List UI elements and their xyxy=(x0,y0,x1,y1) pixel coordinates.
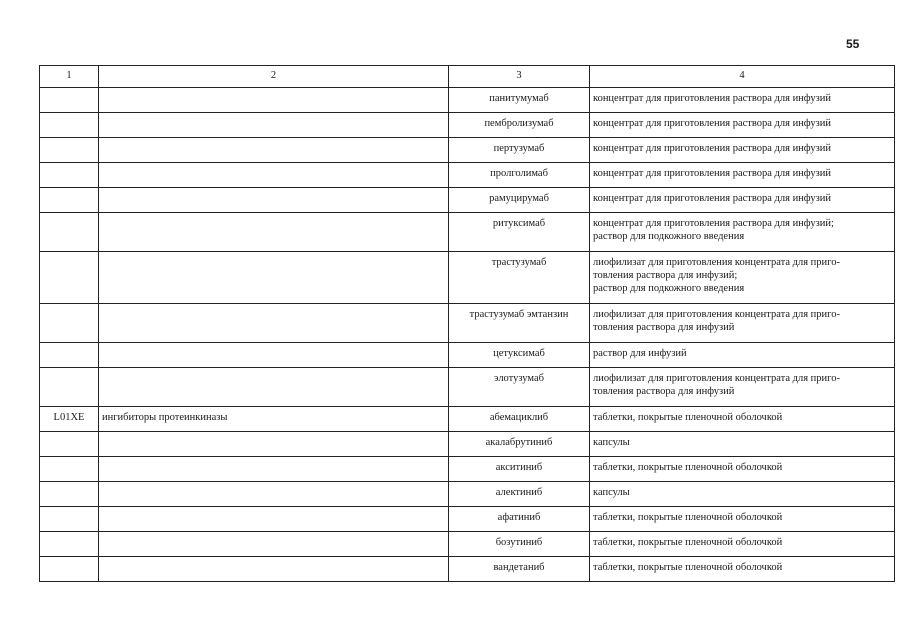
pharmacological-group-cell xyxy=(99,432,449,457)
dosage-form-line: товления раствора для инфузий xyxy=(593,386,735,397)
atc-code-cell xyxy=(40,138,99,163)
drug-name-cell: акситиниб xyxy=(449,457,590,482)
drug-name-cell: вандетаниб xyxy=(449,557,590,582)
column-header-2: 2 xyxy=(99,66,449,88)
pharmacological-group-cell xyxy=(99,163,449,188)
table-row xyxy=(40,304,895,343)
pharmacological-group-cell xyxy=(99,188,449,213)
table-row xyxy=(40,88,895,113)
dosage-form-line: раствор для подкожного введения xyxy=(593,283,745,294)
dosage-form-line: концентрат для приготовления раствора для инфузий xyxy=(593,118,831,129)
dosage-form-cell xyxy=(590,113,895,138)
pharmacological-group-cell xyxy=(99,457,449,482)
drug-name-cell: абемациклиб xyxy=(449,407,590,432)
pharmacological-group-cell xyxy=(99,252,449,304)
drug-name-cell: афатиниб xyxy=(449,507,590,532)
column-header-3: 3 xyxy=(449,66,590,88)
table-row xyxy=(40,368,895,407)
drug-name-cell: трастузумаб эмтанзин xyxy=(449,304,590,343)
dosage-form-cell xyxy=(590,368,895,407)
atc-code-cell xyxy=(40,557,99,582)
dosage-form-line: таблетки, покрытые пленочной оболочкой xyxy=(593,512,783,523)
atc-code-cell xyxy=(40,343,99,368)
dosage-form-cell xyxy=(590,213,895,252)
dosage-form-line: концентрат для приготовления раствора для инфузий; xyxy=(593,218,834,229)
dosage-form-cell xyxy=(590,482,895,507)
drug-name-cell: пертузумаб xyxy=(449,138,590,163)
pharmacological-group-cell xyxy=(99,88,449,113)
atc-code-cell xyxy=(40,163,99,188)
dosage-form-line: таблетки, покрытые пленочной оболочкой xyxy=(593,537,783,548)
drug-name-cell: элотузумаб xyxy=(449,368,590,407)
dosage-form-cell xyxy=(590,188,895,213)
atc-code-cell xyxy=(40,432,99,457)
dosage-form-line: капсулы xyxy=(593,437,630,448)
atc-code-cell xyxy=(40,368,99,407)
dosage-form-line: раствор для инфузий xyxy=(593,348,687,359)
dosage-form-cell xyxy=(590,557,895,582)
atc-code-cell xyxy=(40,213,99,252)
pharmacological-group-cell xyxy=(99,557,449,582)
dosage-form-line: концентрат для приготовления раствора для инфузий xyxy=(593,143,831,154)
table-row xyxy=(40,213,895,252)
dosage-form-line: лиофилизат для приготовления концентрата для приго- xyxy=(593,373,840,384)
atc-code-cell xyxy=(40,188,99,213)
pharmacological-group-cell xyxy=(99,368,449,407)
table-row xyxy=(40,252,895,304)
drug-table xyxy=(39,65,895,582)
drug-name-cell: рамуцирумаб xyxy=(449,188,590,213)
dosage-form-line: концентрат для приготовления раствора для инфузий xyxy=(593,168,831,179)
pharmacological-group-cell xyxy=(99,138,449,163)
dosage-form-line: лиофилизат для приготовления концентрата для приго- xyxy=(593,309,840,320)
dosage-form-cell xyxy=(590,507,895,532)
table-row xyxy=(40,163,895,188)
pharmacological-group-cell xyxy=(99,507,449,532)
table-row xyxy=(40,432,895,457)
dosage-form-line: лиофилизат для приготовления концентрата для приго- xyxy=(593,257,840,268)
table-row xyxy=(40,557,895,582)
dosage-form-cell xyxy=(590,407,895,432)
page-number: 55 xyxy=(846,37,860,51)
table-row xyxy=(40,188,895,213)
table-row xyxy=(40,532,895,557)
drug-name-cell: акалабрутиниб xyxy=(449,432,590,457)
pharmacological-group-cell xyxy=(99,113,449,138)
dosage-form-cell xyxy=(590,343,895,368)
atc-code-cell xyxy=(40,482,99,507)
dosage-form-line: концентрат для приготовления раствора для инфузий xyxy=(593,93,831,104)
table-row xyxy=(40,507,895,532)
pharmacological-group-cell: ингибиторы протеинкиназы xyxy=(99,407,449,432)
atc-code-cell xyxy=(40,457,99,482)
dosage-form-line: таблетки, покрытые пленочной оболочкой xyxy=(593,462,783,473)
dosage-form-line: таблетки, покрытые пленочной оболочкой xyxy=(593,562,783,573)
table-body xyxy=(40,88,895,582)
dosage-form-cell xyxy=(590,252,895,304)
dosage-form-line: товления раствора для инфузий; xyxy=(593,270,738,281)
dosage-form-cell xyxy=(590,432,895,457)
dosage-form-line: товления раствора для инфузий xyxy=(593,322,735,333)
dosage-form-line: концентрат для приготовления раствора для инфузий xyxy=(593,193,831,204)
table-row xyxy=(40,138,895,163)
atc-code-cell xyxy=(40,252,99,304)
dosage-form-line: таблетки, покрытые пленочной оболочкой xyxy=(593,412,783,423)
atc-code-cell xyxy=(40,507,99,532)
atc-code-cell xyxy=(40,88,99,113)
pharmacological-group-cell xyxy=(99,532,449,557)
drug-name-cell: алектиниб xyxy=(449,482,590,507)
dosage-form-cell xyxy=(590,138,895,163)
column-header-4: 4 xyxy=(590,66,895,88)
table-row xyxy=(40,407,895,432)
drug-name-cell: панитумумаб xyxy=(449,88,590,113)
atc-code-cell: L01XE xyxy=(40,407,99,432)
atc-code-cell xyxy=(40,113,99,138)
table-row xyxy=(40,482,895,507)
drug-name-cell: пембролизумаб xyxy=(449,113,590,138)
drug-name-cell: трастузумаб xyxy=(449,252,590,304)
dosage-form-line: капсулы xyxy=(593,487,630,498)
pharmacological-group-cell xyxy=(99,343,449,368)
drug-name-cell: пролголимаб xyxy=(449,163,590,188)
pharmacological-group-cell xyxy=(99,213,449,252)
pharmacological-group-cell xyxy=(99,304,449,343)
dosage-form-cell xyxy=(590,457,895,482)
drug-name-cell: цетуксимаб xyxy=(449,343,590,368)
atc-code-cell xyxy=(40,532,99,557)
drug-name-cell: бозутиниб xyxy=(449,532,590,557)
dosage-form-cell xyxy=(590,304,895,343)
dosage-form-cell xyxy=(590,163,895,188)
dosage-form-cell xyxy=(590,532,895,557)
dosage-form-cell xyxy=(590,88,895,113)
table-row xyxy=(40,113,895,138)
table-row xyxy=(40,343,895,368)
pharmacological-group-cell xyxy=(99,482,449,507)
table-row xyxy=(40,457,895,482)
column-header-1: 1 xyxy=(40,66,99,88)
header-row xyxy=(40,66,895,88)
dosage-form-line: раствор для подкожного введения xyxy=(593,231,745,242)
atc-code-cell xyxy=(40,304,99,343)
drug-name-cell: ритуксимаб xyxy=(449,213,590,252)
